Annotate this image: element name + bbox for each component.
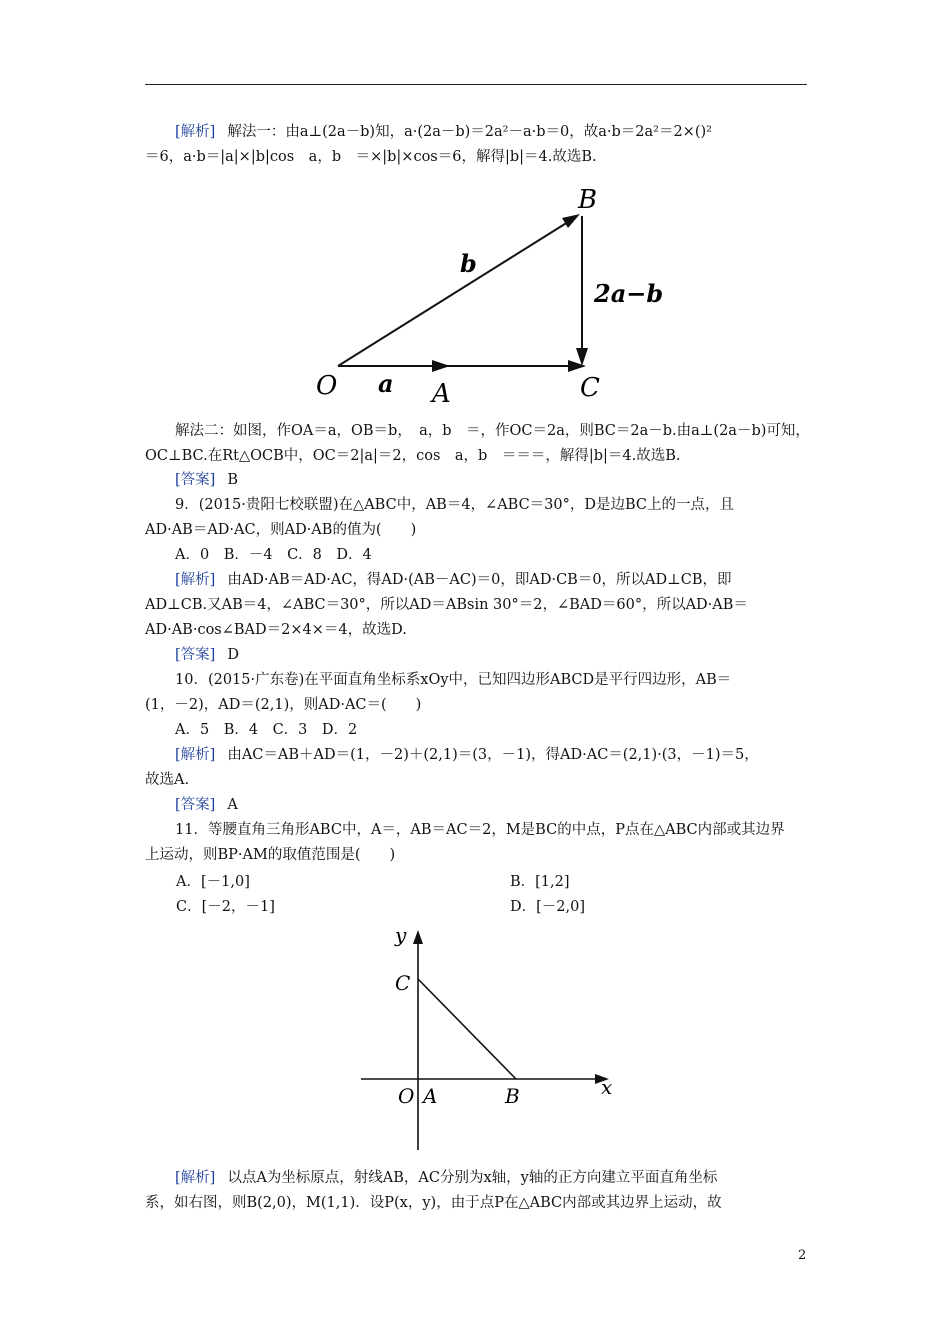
arrowhead-a: [432, 360, 450, 372]
question-9-line-2: AD·AB＝AD·AC，则AD·AB的值为( ): [145, 522, 417, 538]
analysis-tag: [解析]: [175, 1170, 216, 1186]
text: 解法一：由a⊥(2a－b)知，a·(2a－b)＝2a²－a·b＝0，故a·b＝2a²＝2×()²: [227, 124, 712, 140]
text: 由AC＝AB＋AD＝(1，－2)＋(2,1)＝(3，－1)，得AD·AC＝(2,1)·(3，－1)＝5，: [227, 747, 759, 763]
option-D: D．[－2,0]: [510, 899, 585, 915]
label-A: A: [423, 1084, 438, 1108]
answer-tag: [答案]: [175, 647, 216, 663]
solution-11-line-1: [145, 1167, 809, 1189]
answer-value: A: [227, 797, 238, 813]
answer-value: B: [227, 472, 238, 488]
option-A: A．[－1,0]: [176, 874, 250, 890]
label-B: B: [578, 185, 598, 215]
answer-8: [145, 469, 809, 491]
analysis-tag: [解析]: [175, 572, 216, 588]
answer-tag: [答案]: [175, 472, 216, 488]
label-B: B: [505, 1084, 520, 1108]
label-A: A: [432, 379, 451, 409]
answer-10: [145, 794, 809, 816]
label-O: O: [316, 371, 338, 401]
analysis-tag: [解析]: [175, 124, 216, 140]
analysis-tag: [解析]: [175, 747, 216, 763]
solution-9-line-1: [145, 569, 809, 591]
answer-tag: [答案]: [175, 797, 216, 813]
solution-8-line-4: OC⊥BC.在Rt△OCB中，OC＝2|a|＝2，cos a，b ＝＝＝，解得|b|＝4.故选B.: [145, 448, 681, 464]
arrowhead-b: [562, 214, 580, 228]
vector-triangle-figure: [300, 178, 680, 410]
vector-b-line: [338, 222, 568, 366]
label-O: O: [398, 1084, 415, 1108]
coordinate-figure: [355, 922, 625, 1154]
question-10-options: A．5 B．4 C．3 D．2: [175, 722, 358, 738]
text: 以点A为坐标原点，射线AB，AC分别为x轴，y轴的正方向建立平面直角坐标: [227, 1170, 718, 1186]
question-9-line-1: 9．(2015·贵阳七校联盟)在△ABC中，AB＝4，∠ABC＝30°，D是边BC上的一点，且: [175, 497, 735, 513]
segment-CB: [418, 979, 516, 1079]
solution-8-line-1: [145, 121, 809, 143]
label-C: C: [395, 971, 411, 995]
label-2a-b: 2a−b: [594, 279, 664, 308]
label-x: x: [601, 1075, 613, 1099]
solution-10-line-1: [145, 744, 809, 766]
answer-9: [145, 644, 809, 666]
option-C: C．[－2，－1]: [176, 899, 275, 915]
solution-10-line-2: 故选A.: [145, 772, 190, 788]
question-11-line-2: 上运动，则BP·AM的取值范围是( ): [145, 847, 396, 863]
question-10-line-2: (1，－2)，AD＝(2,1)，则AD·AC＝( ): [145, 697, 422, 713]
solution-11-line-2: 系，如右图，则B(2,0)，M(1,1)．设P(x，y)，由于点P在△ABC内部或其边界上运动，故: [145, 1195, 722, 1211]
question-10-line-1: 10．(2015·广东卷)在平面直角坐标系xOy中，已知四边形ABCD是平行四边形，AB＝: [175, 672, 732, 688]
question-11-line-1: 11．等腰直角三角形ABC中，A＝，AB＝AC＝2，M是BC的中点，P点在△ABC内部或其边界: [175, 822, 785, 838]
label-a: a: [378, 369, 394, 398]
option-B: B．[1,2]: [510, 874, 570, 890]
solution-9-line-3: AD·AB·cos∠BAD＝2×4×＝4，故选D.: [145, 622, 407, 638]
label-y: y: [395, 923, 407, 947]
question-9-options: A．0 B．－4 C．8 D．4: [175, 547, 372, 563]
text: 由AD·AB＝AD·AC，得AD·(AB－AC)＝0，即AD·CB＝0，所以AD⊥CB，即: [227, 572, 732, 588]
label-C: C: [580, 373, 600, 403]
answer-value: D: [227, 647, 239, 663]
solution-9-line-2: AD⊥CB.又AB＝4，∠ABC＝30°，所以AD＝ABsin 30°＝2，∠BAD＝60°，所以AD·AB＝: [145, 597, 748, 613]
solution-8-line-3: 解法二：如图，作OA＝a，OB＝b， a，b ＝，作OC＝2a，则BC＝2a－b.由a⊥(2a－b)可知，: [175, 423, 810, 439]
label-b: b: [460, 249, 477, 278]
y-axis-arrow: [413, 930, 423, 944]
header-rule: [145, 84, 807, 85]
page-number: 2: [798, 1248, 807, 1263]
solution-8-line-2: ＝6，a·b＝|a|×|b|cos a，b ＝×|b|×cos＝6，解得|b|＝4.故选B.: [145, 149, 597, 165]
